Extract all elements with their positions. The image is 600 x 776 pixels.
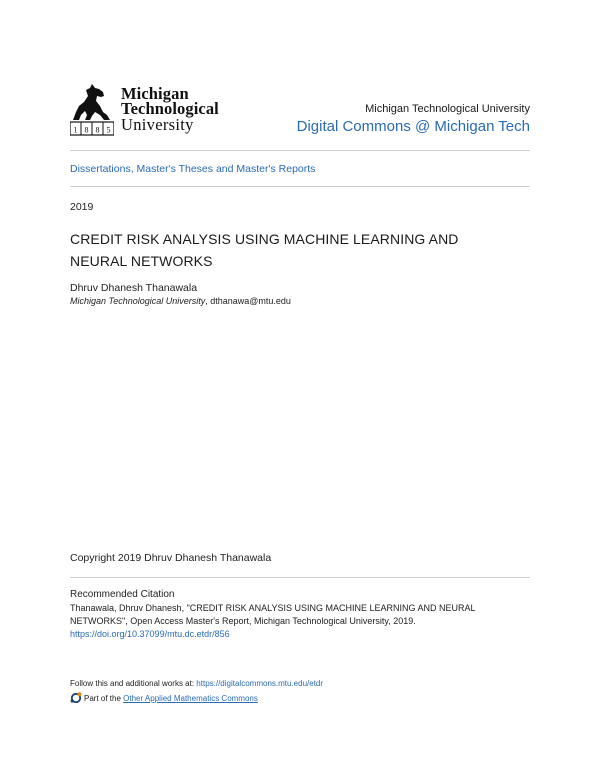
publication-year: 2019 — [70, 201, 94, 213]
follow-line — [70, 679, 323, 688]
university-name: Michigan Technological University — [365, 103, 530, 115]
husky-logo-icon — [70, 82, 114, 136]
university-logo[interactable] — [70, 82, 245, 138]
logo-line-2: Technological — [121, 99, 219, 118]
follow-text: Follow this and additional works at: — [70, 679, 197, 688]
repository-name-link[interactable]: Digital Commons @ Michigan Tech — [296, 118, 530, 135]
author-name: Dhruv Dhanesh Thanawala — [70, 282, 198, 294]
collection-link[interactable]: https://digitalcommons.mtu.edu/etdr — [196, 679, 324, 688]
logo-wordmark — [121, 86, 219, 133]
recommended-citation-label: Recommended Citation — [70, 589, 175, 600]
logo-year-digit-2: 8 — [84, 125, 89, 135]
logo-line-1: Michigan — [121, 84, 189, 103]
share-icon — [70, 692, 82, 703]
logo-year-digit-1: 1 — [73, 125, 78, 135]
citation-text: Thanawala, Dhruv Dhanesh, "CREDIT RISK ANALYSIS USING MACHINE LEARNING AND NEURAL NETWORKS", Open Access Master's Report, Michigan Technological University, 2019. — [70, 603, 476, 626]
discipline-link[interactable]: Other Applied Mathematics Commons — [123, 694, 258, 703]
logo-year-digit-4: 5 — [106, 125, 111, 135]
divider — [70, 577, 530, 578]
logo-line-3: University — [121, 115, 194, 134]
series-link[interactable]: Dissertations, Master's Theses and Master's Reports — [70, 163, 316, 175]
author-email[interactable]: , dthanawa@mtu.edu — [205, 296, 291, 306]
author-affiliation — [70, 296, 291, 306]
doi-link[interactable]: https://doi.org/10.37099/mtu.dc.etdr/856 — [70, 629, 230, 639]
part-of-line — [70, 692, 258, 703]
affiliation-name: Michigan Technological University — [70, 296, 206, 306]
document-title: CREDIT RISK ANALYSIS USING MACHINE LEARNING AND NEURAL NETWORKS — [70, 231, 459, 269]
divider — [70, 186, 530, 187]
logo-year-digit-3: 8 — [95, 125, 100, 135]
recommended-citation — [70, 602, 510, 641]
divider — [70, 150, 530, 151]
repository-header — [297, 102, 530, 138]
copyright-notice: Copyright 2019 Dhruv Dhanesh Thanawala — [70, 552, 272, 564]
part-of-text: Part of the — [84, 694, 124, 703]
